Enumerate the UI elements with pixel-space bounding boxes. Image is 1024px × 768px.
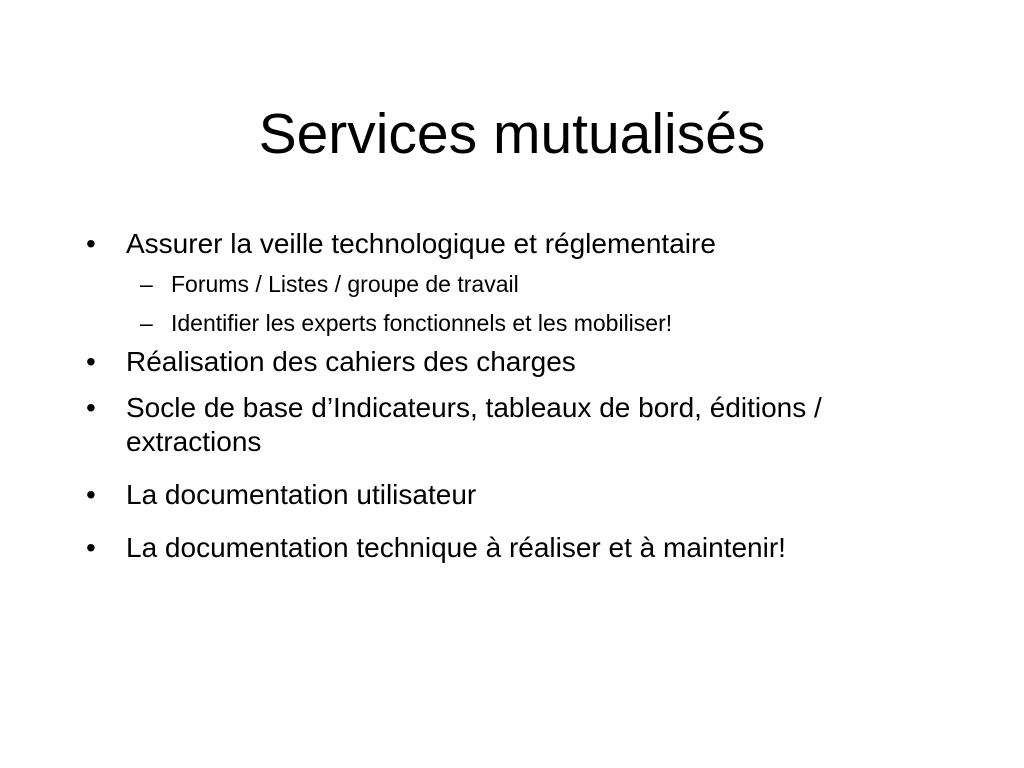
bullet-text: Assurer la veille technologique et réglementaire — [126, 228, 716, 259]
bullet-marker: • — [86, 392, 96, 423]
bullet-marker: • — [86, 228, 96, 259]
slide-title: Services mutualisés — [258, 102, 766, 166]
bullet-text: Réalisation des cahiers des charges — [126, 346, 576, 377]
bullet-text: La documentation utilisateur — [126, 479, 477, 510]
bullet-text: Socle de base d’Indicateurs, tableaux de bord, éditions / extractions — [126, 392, 822, 457]
sub-bullet-marker: – — [140, 271, 153, 297]
bullet-text: La documentation technique à réaliser et à maintenir! — [126, 532, 786, 563]
bullet-marker: • — [86, 479, 96, 510]
bullet-marker: • — [86, 346, 96, 377]
sub-bullet-text: Identifier les experts fonctionnels et les mobiliser! — [171, 310, 673, 336]
bullet-marker: • — [86, 532, 96, 563]
sub-bullet-marker: – — [140, 310, 153, 336]
sub-bullet-text: Forums / Listes / groupe de travail — [171, 271, 519, 297]
